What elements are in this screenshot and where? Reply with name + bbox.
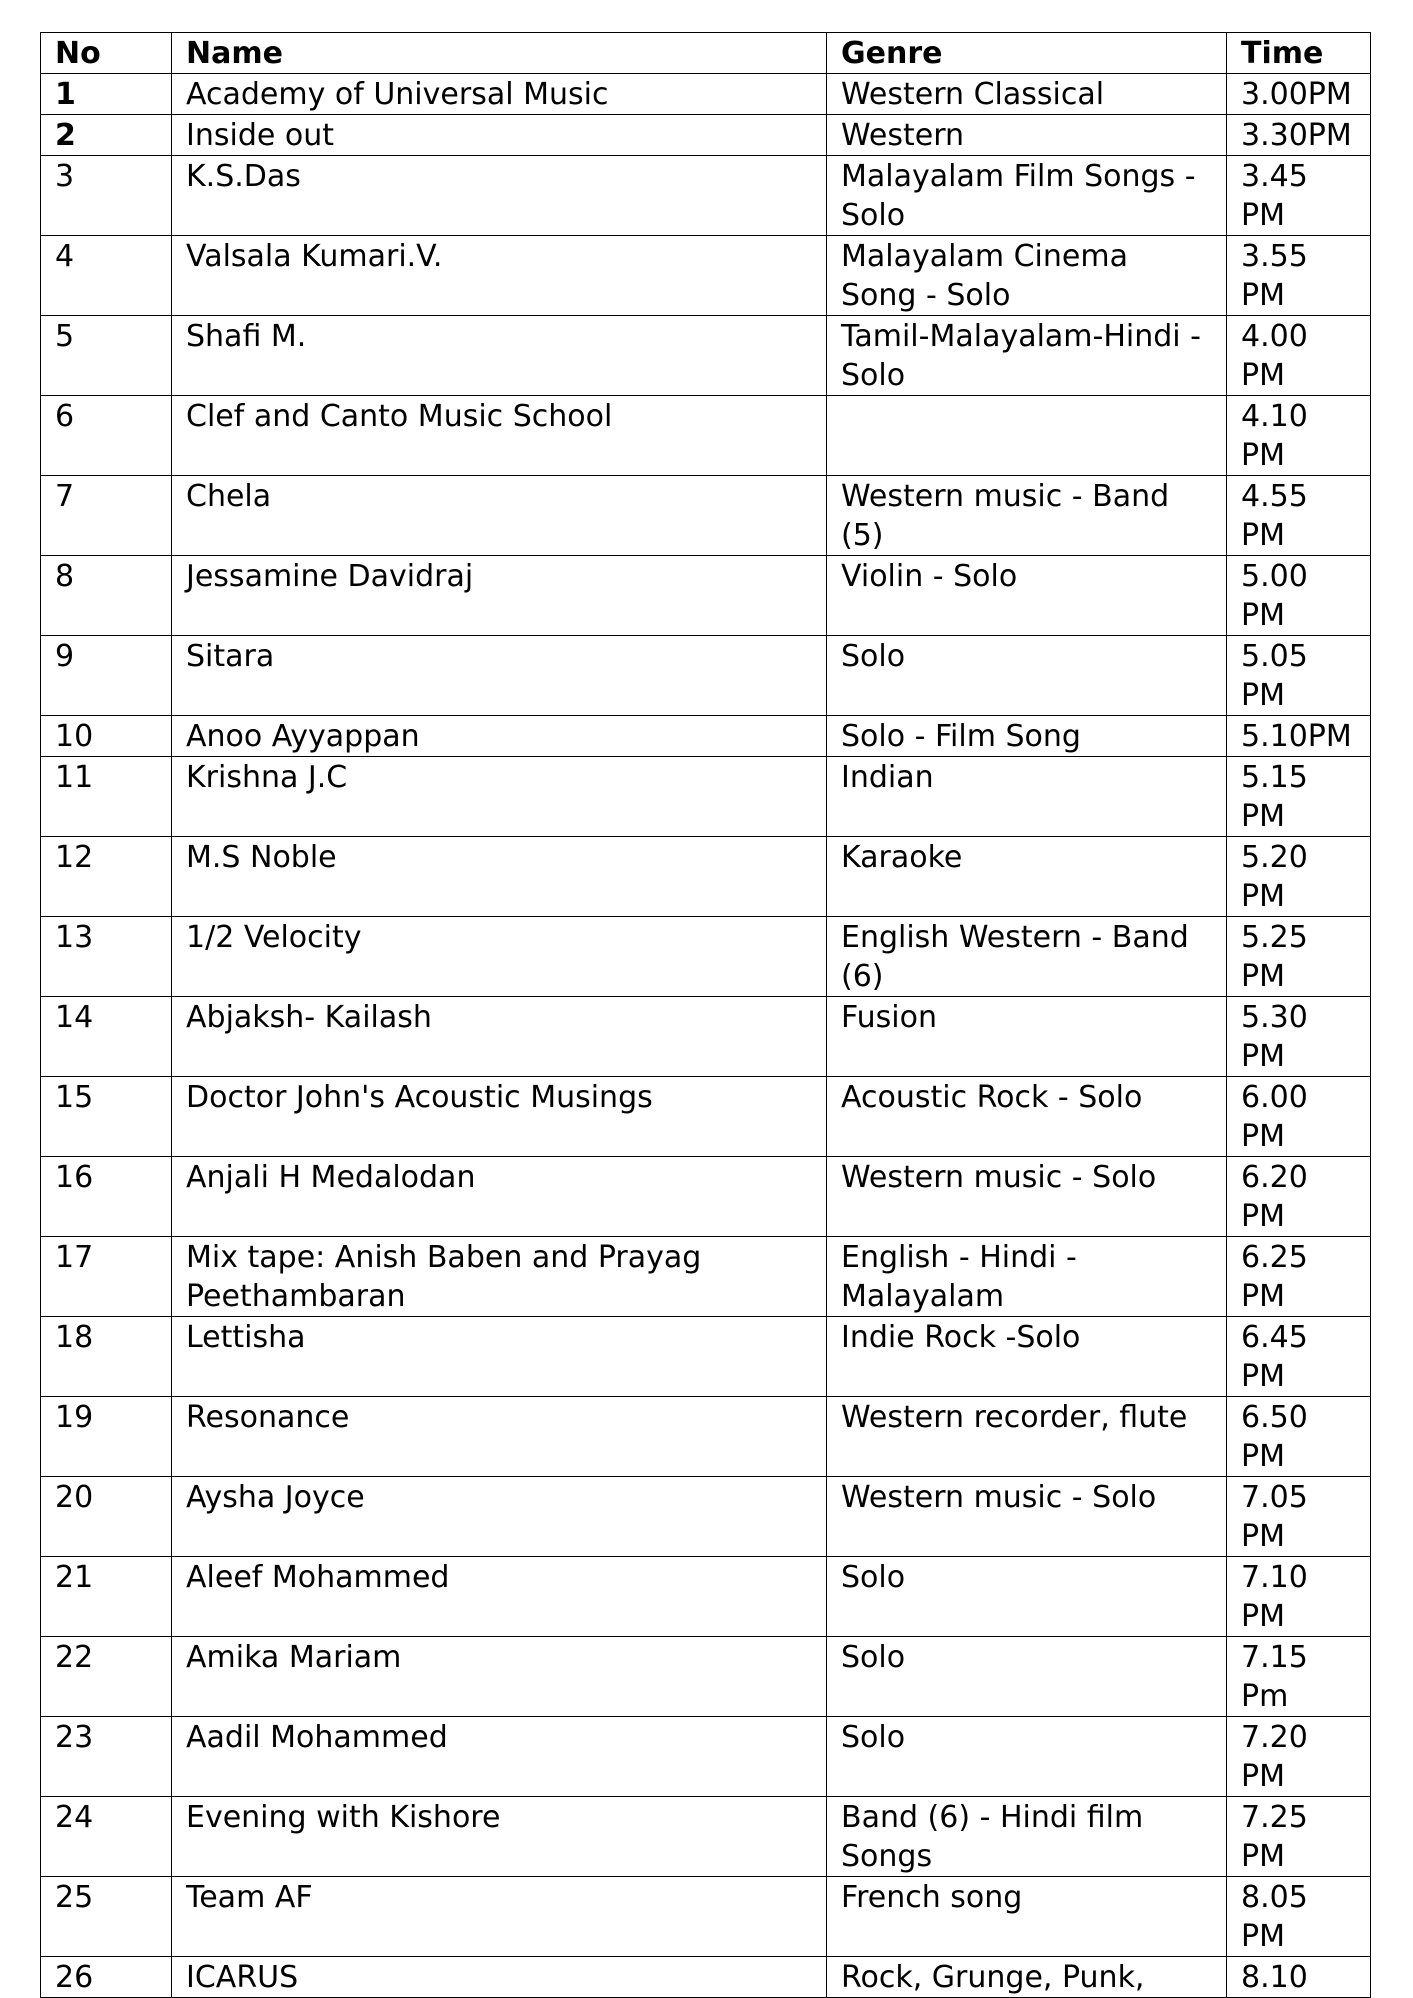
header-time: Time <box>1227 33 1371 74</box>
cell-time: 7.05 PM <box>1227 1477 1371 1557</box>
cell-no: 6 <box>41 396 172 476</box>
cell-time: 6.20 PM <box>1227 1157 1371 1237</box>
cell-no: 14 <box>41 997 172 1077</box>
cell-name: Clef and Canto Music School <box>172 396 827 476</box>
cell-no: 10 <box>41 716 172 757</box>
cell-name: Inside out <box>172 115 827 156</box>
cell-no: 7 <box>41 476 172 556</box>
table-row <box>41 236 1371 316</box>
cell-time: 3.00PM <box>1227 74 1371 115</box>
cell-no: 11 <box>41 757 172 837</box>
cell-genre: Solo - Film Song <box>827 716 1227 757</box>
cell-genre: English - Hindi - Malayalam <box>827 1237 1227 1317</box>
table-row <box>41 115 1371 156</box>
cell-no: 19 <box>41 1397 172 1477</box>
cell-time: 3.30PM <box>1227 115 1371 156</box>
cell-genre: Malayalam Film Songs - Solo <box>827 156 1227 236</box>
cell-time: 8.10 <box>1227 1957 1371 1998</box>
cell-name: Team AF <box>172 1877 827 1957</box>
cell-no: 9 <box>41 636 172 716</box>
cell-time: 6.45 PM <box>1227 1317 1371 1397</box>
cell-genre: French song <box>827 1877 1227 1957</box>
cell-genre: Acoustic Rock - Solo <box>827 1077 1227 1157</box>
table-row <box>41 1877 1371 1957</box>
cell-name: Amika Mariam <box>172 1637 827 1717</box>
cell-no: 17 <box>41 1237 172 1317</box>
cell-name: Aysha Joyce <box>172 1477 827 1557</box>
cell-name: Sitara <box>172 636 827 716</box>
cell-genre: Solo <box>827 1557 1227 1637</box>
cell-name: M.S Noble <box>172 837 827 917</box>
table-row <box>41 556 1371 636</box>
table-row <box>41 396 1371 476</box>
cell-time: 6.50 PM <box>1227 1397 1371 1477</box>
cell-genre <box>827 396 1227 476</box>
cell-genre: Band (6) - Hindi film Songs <box>827 1797 1227 1877</box>
cell-no: 24 <box>41 1797 172 1877</box>
cell-genre: Western music - Solo <box>827 1157 1227 1237</box>
cell-no: 22 <box>41 1637 172 1717</box>
cell-name: Aadil Mohammed <box>172 1717 827 1797</box>
cell-no: 3 <box>41 156 172 236</box>
cell-genre: Western music - Solo <box>827 1477 1227 1557</box>
cell-no: 5 <box>41 316 172 396</box>
table-row <box>41 1557 1371 1637</box>
cell-no: 12 <box>41 837 172 917</box>
cell-genre: Karaoke <box>827 837 1227 917</box>
cell-time: 5.05 PM <box>1227 636 1371 716</box>
cell-time: 6.00 PM <box>1227 1077 1371 1157</box>
cell-no: 13 <box>41 917 172 997</box>
header-name: Name <box>172 33 827 74</box>
cell-name: Resonance <box>172 1397 827 1477</box>
header-genre: Genre <box>827 33 1227 74</box>
cell-time: 8.05 PM <box>1227 1877 1371 1957</box>
cell-name: Valsala Kumari.V. <box>172 236 827 316</box>
table-row <box>41 716 1371 757</box>
cell-time: 7.10 PM <box>1227 1557 1371 1637</box>
cell-no: 8 <box>41 556 172 636</box>
header-no: No <box>41 33 172 74</box>
cell-no: 26 <box>41 1957 172 1998</box>
table-row <box>41 1637 1371 1717</box>
cell-no: 4 <box>41 236 172 316</box>
cell-name: ICARUS <box>172 1957 827 1998</box>
table-row <box>41 1317 1371 1397</box>
cell-time: 6.25 PM <box>1227 1237 1371 1317</box>
table-row <box>41 1397 1371 1477</box>
table-row <box>41 997 1371 1077</box>
cell-time: 5.15 PM <box>1227 757 1371 837</box>
cell-name: Anjali H Medalodan <box>172 1157 827 1237</box>
table-row <box>41 1957 1371 1998</box>
cell-genre: Violin - Solo <box>827 556 1227 636</box>
cell-genre: Indie Rock -Solo <box>827 1317 1227 1397</box>
cell-no: 1 <box>41 74 172 115</box>
cell-no: 23 <box>41 1717 172 1797</box>
cell-name: Chela <box>172 476 827 556</box>
cell-name: Lettisha <box>172 1317 827 1397</box>
cell-genre: Fusion <box>827 997 1227 1077</box>
cell-genre: Western <box>827 115 1227 156</box>
cell-time: 7.15 Pm <box>1227 1637 1371 1717</box>
cell-genre: Solo <box>827 1637 1227 1717</box>
cell-genre: Solo <box>827 636 1227 716</box>
cell-time: 4.00 PM <box>1227 316 1371 396</box>
cell-time: 5.10PM <box>1227 716 1371 757</box>
table-row <box>41 636 1371 716</box>
table-row <box>41 316 1371 396</box>
cell-name: Shafi M. <box>172 316 827 396</box>
cell-name: Abjaksh- Kailash <box>172 997 827 1077</box>
cell-time: 5.20 PM <box>1227 837 1371 917</box>
cell-no: 25 <box>41 1877 172 1957</box>
table-row <box>41 476 1371 556</box>
cell-no: 15 <box>41 1077 172 1157</box>
cell-name: Aleef Mohammed <box>172 1557 827 1637</box>
cell-name: Evening with Kishore <box>172 1797 827 1877</box>
cell-name: Anoo Ayyappan <box>172 716 827 757</box>
cell-no: 21 <box>41 1557 172 1637</box>
cell-time: 5.25 PM <box>1227 917 1371 997</box>
cell-time: 5.00 PM <box>1227 556 1371 636</box>
cell-name: Academy of Universal Music <box>172 74 827 115</box>
header-row <box>41 33 1371 74</box>
table-row <box>41 74 1371 115</box>
table-row <box>41 1157 1371 1237</box>
cell-genre: English Western - Band (6) <box>827 917 1227 997</box>
cell-no: 20 <box>41 1477 172 1557</box>
cell-no: 16 <box>41 1157 172 1237</box>
cell-name: K.S.Das <box>172 156 827 236</box>
cell-name: Jessamine Davidraj <box>172 556 827 636</box>
cell-genre: Western recorder, flute <box>827 1397 1227 1477</box>
cell-name: Mix tape: Anish Baben and Prayag Peethambaran <box>172 1237 827 1317</box>
table-row <box>41 757 1371 837</box>
schedule-body <box>41 74 1371 1998</box>
cell-name: Doctor John's Acoustic Musings <box>172 1077 827 1157</box>
cell-time: 7.25 PM <box>1227 1797 1371 1877</box>
cell-genre: Western music - Band (5) <box>827 476 1227 556</box>
performance-schedule-table <box>40 32 1371 1998</box>
cell-time: 4.55 PM <box>1227 476 1371 556</box>
table-row <box>41 1077 1371 1157</box>
cell-genre: Solo <box>827 1717 1227 1797</box>
cell-genre: Indian <box>827 757 1227 837</box>
table-row <box>41 837 1371 917</box>
table-row <box>41 1237 1371 1317</box>
cell-no: 18 <box>41 1317 172 1397</box>
cell-name: Krishna J.C <box>172 757 827 837</box>
table-row <box>41 156 1371 236</box>
cell-genre: Rock, Grunge, Punk, <box>827 1957 1227 1998</box>
cell-time: 3.45 PM <box>1227 156 1371 236</box>
cell-time: 4.10 PM <box>1227 396 1371 476</box>
table-row <box>41 1797 1371 1877</box>
cell-time: 3.55 PM <box>1227 236 1371 316</box>
table-row <box>41 1477 1371 1557</box>
cell-name: 1/2 Velocity <box>172 917 827 997</box>
cell-time: 7.20 PM <box>1227 1717 1371 1797</box>
cell-genre: Malayalam Cinema Song - Solo <box>827 236 1227 316</box>
cell-time: 5.30 PM <box>1227 997 1371 1077</box>
cell-genre: Western Classical <box>827 74 1227 115</box>
table-row <box>41 917 1371 997</box>
cell-no: 2 <box>41 115 172 156</box>
cell-genre: Tamil-Malayalam-Hindi - Solo <box>827 316 1227 396</box>
table-row <box>41 1717 1371 1797</box>
